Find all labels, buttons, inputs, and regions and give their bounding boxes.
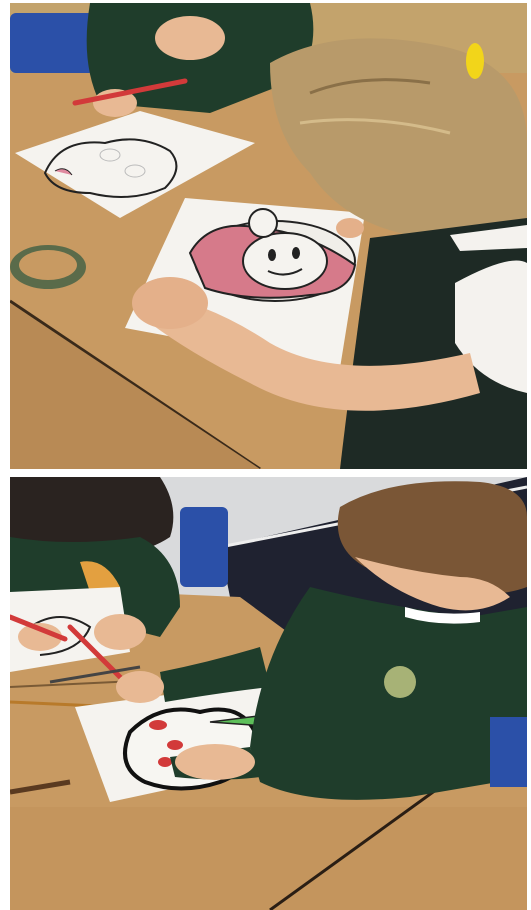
photo-girl-colouring bbox=[10, 3, 527, 469]
boy-colouring-scene bbox=[10, 477, 527, 910]
girl-colouring-scene bbox=[10, 3, 527, 469]
school-logo bbox=[384, 666, 416, 698]
boy-hand-paper bbox=[175, 744, 255, 780]
photo-boy-colouring bbox=[10, 477, 527, 910]
yellow-hair-tie bbox=[466, 43, 484, 79]
blue-chair bbox=[180, 507, 228, 587]
boy-hand-pencil bbox=[116, 671, 164, 703]
blue-chair bbox=[10, 13, 95, 73]
girl-hand bbox=[132, 277, 208, 329]
boy-green-jumper bbox=[250, 587, 527, 800]
